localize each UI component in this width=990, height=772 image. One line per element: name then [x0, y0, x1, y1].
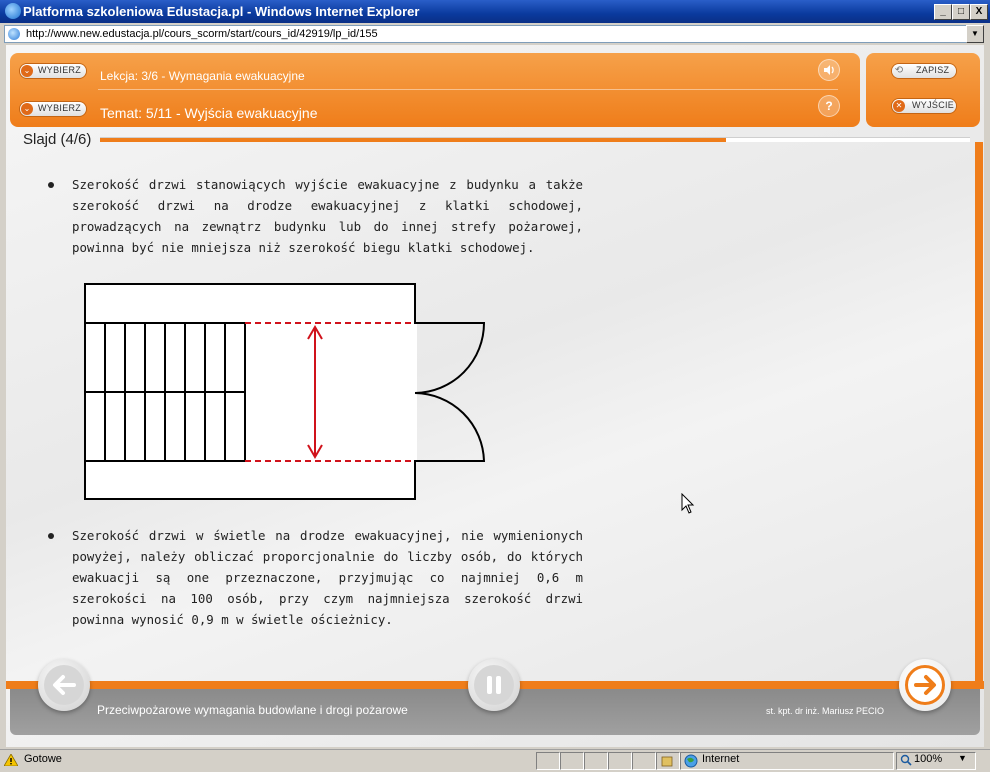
bullet-marker	[48, 533, 54, 539]
mouse-cursor-icon	[681, 493, 695, 515]
course-author: st. kpt. dr inż. Mariusz PECIO	[766, 706, 885, 716]
lesson-title: Lekcja: 3/6 - Wymagania ewakuacyjne	[100, 69, 305, 83]
select-topic-label: WYBIERZ	[38, 103, 82, 113]
lock-icon	[660, 754, 674, 768]
help-button[interactable]: ?	[818, 95, 840, 117]
security-status-segment	[656, 752, 680, 770]
close-icon: ✕	[893, 100, 905, 112]
zoom-level: 100%	[914, 753, 943, 765]
close-button[interactable]: X	[970, 4, 988, 20]
window-title-bar[interactable]	[0, 0, 990, 23]
header-divider	[98, 89, 838, 90]
status-segment	[584, 752, 608, 770]
topic-title: Temat: 5/11 - Wyjścia ewakuacyjne	[100, 105, 318, 121]
status-segment	[608, 752, 632, 770]
header-actions	[866, 53, 980, 127]
minimize-button[interactable]: _	[934, 4, 952, 20]
previous-slide-button[interactable]	[38, 659, 90, 711]
select-lesson-label: WYBIERZ	[38, 65, 82, 75]
zoom-dropdown-icon[interactable]: ▼	[958, 753, 967, 763]
pause-button[interactable]	[468, 659, 520, 711]
save-button[interactable]	[892, 64, 956, 78]
pause-icon	[474, 665, 514, 705]
arrow-left-icon	[44, 665, 84, 705]
address-bar	[0, 23, 990, 45]
slide-counter: Slajd (4/6)	[23, 131, 92, 148]
status-segment	[632, 752, 656, 770]
exit-button[interactable]	[892, 99, 956, 113]
address-dropdown-button[interactable]: ▼	[966, 25, 984, 43]
globe-icon	[684, 754, 698, 768]
status-segment	[560, 752, 584, 770]
select-lesson-button[interactable]	[20, 64, 86, 78]
paragraph-door-calculation: Szerokość drzwi w świetle na drodze ewakuacyjnej, nie wymienionych powyżej, należy obliczać proporcjonalnie do liczby osób, do których ewakuacji są one przeznaczone, przyjmując co najmniej 0,6 m szerokości na 100 osób, przy czym najmniejsza szerokość drzwi powinna wynosić 0,9 m w świetle ościeżnicy.	[72, 528, 583, 627]
status-segment	[536, 752, 560, 770]
next-slide-button[interactable]	[899, 659, 951, 711]
paragraph-door-width: Szerokość drzwi stanowiących wyjście ewakuacyjne z budynku a także szerokość drzwi na drodze ewakuacyjnej z klatki schodowej, prowadzących na zewnątrz budynku lub do innej strefy pożarowej, powinna być nie mniejsza niż szerokość biegu klatki schodowej.	[72, 177, 583, 255]
maximize-button[interactable]: □	[952, 4, 970, 20]
save-label: ZAPISZ	[916, 65, 950, 75]
slide-progress-fill	[100, 138, 726, 142]
address-field[interactable]	[4, 25, 968, 43]
content-edge-bar	[975, 142, 983, 682]
door-leaf-lower	[415, 393, 484, 461]
select-topic-button[interactable]	[20, 102, 86, 116]
page-icon	[8, 28, 20, 40]
stairwell-door-diagram	[84, 283, 494, 503]
door-leaf-upper	[415, 323, 484, 393]
course-title: Przeciwpożarowe wymagania budowlane i drogi pożarowe	[97, 703, 408, 717]
status-text: Gotowe	[24, 753, 62, 765]
speaker-icon[interactable]	[818, 59, 840, 81]
slide-progress-bar	[100, 137, 970, 142]
warning-icon	[4, 754, 18, 766]
chevron-down-icon: ⌄	[21, 103, 33, 115]
security-zone: Internet	[702, 753, 740, 765]
arrow-right-icon	[905, 665, 945, 705]
exit-label: WYJŚCIE	[912, 100, 955, 110]
address-url: http://www.new.edustacja.pl/cours_scorm/start/cours_id/42919/lp_id/155	[26, 28, 378, 40]
zoom-icon	[900, 754, 912, 766]
window-title: Platforma szkoleniowa Edustacja.pl - Windows Internet Explorer	[23, 4, 420, 19]
status-bar	[0, 749, 990, 772]
course-content	[6, 45, 984, 747]
chevron-down-icon: ⌄	[21, 65, 33, 77]
ie-logo-icon	[5, 3, 21, 19]
bullet-marker	[48, 182, 54, 188]
course-header	[10, 53, 860, 127]
save-icon: ⟲	[894, 65, 904, 76]
